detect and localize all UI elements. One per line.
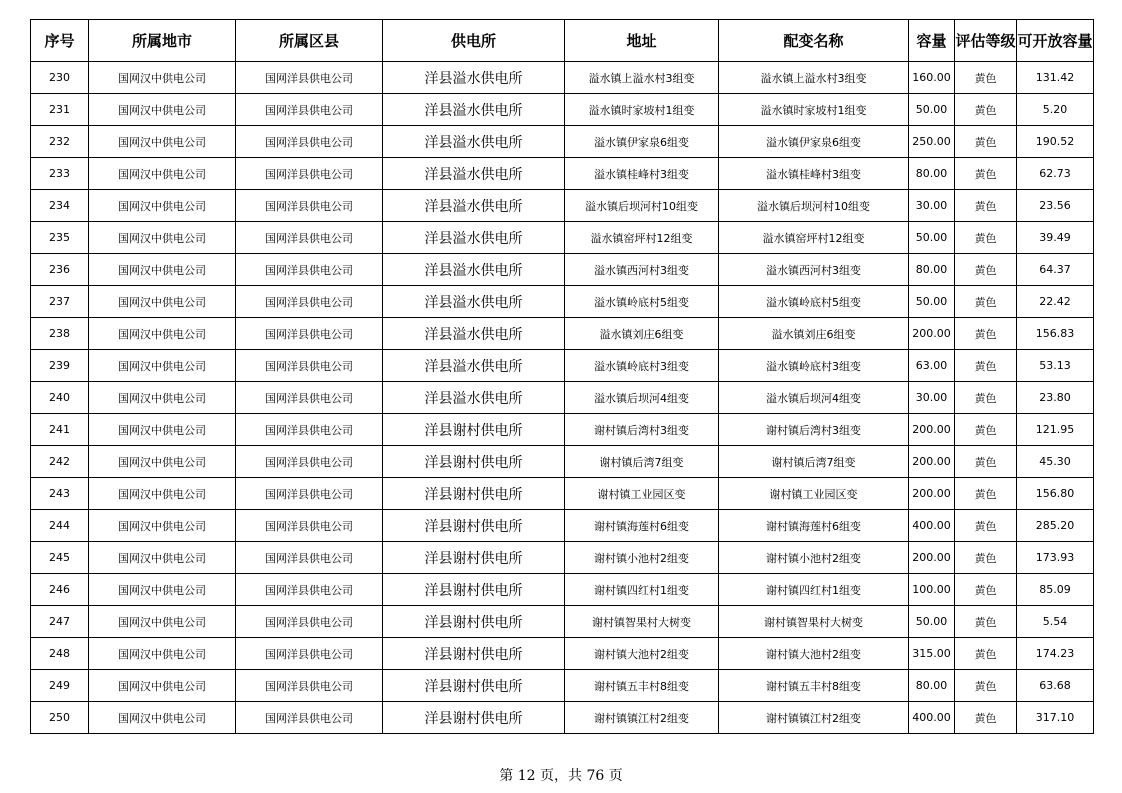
- cell-evaluation-level: 黄色: [955, 446, 1017, 478]
- cell-address: 谢村镇后湾村3组变: [565, 414, 719, 446]
- cell-supply-station: 洋县谢村供电所: [383, 638, 565, 670]
- cell-capacity: 50.00: [909, 606, 955, 638]
- cell-city: 国网汉中供电公司: [89, 94, 236, 126]
- cell-serial-number: 241: [31, 414, 89, 446]
- cell-county: 国网洋县供电公司: [236, 62, 383, 94]
- cell-serial-number: 246: [31, 574, 89, 606]
- cell-available-capacity: 45.30: [1017, 446, 1094, 478]
- cell-capacity: 50.00: [909, 286, 955, 318]
- cell-transformer-name: 溢水镇后坝河村10组变: [719, 190, 909, 222]
- cell-transformer-name: 谢村镇工业园区变: [719, 478, 909, 510]
- cell-supply-station: 洋县谢村供电所: [383, 702, 565, 734]
- cell-address: 谢村镇五丰村8组变: [565, 670, 719, 702]
- cell-capacity: 80.00: [909, 158, 955, 190]
- cell-serial-number: 236: [31, 254, 89, 286]
- cell-city: 国网汉中供电公司: [89, 446, 236, 478]
- cell-capacity: 50.00: [909, 222, 955, 254]
- cell-transformer-name: 溢水镇上溢水村3组变: [719, 62, 909, 94]
- cell-address: 溢水镇后坝河4组变: [565, 382, 719, 414]
- cell-transformer-name: 谢村镇五丰村8组变: [719, 670, 909, 702]
- cell-serial-number: 231: [31, 94, 89, 126]
- cell-supply-station: 洋县谢村供电所: [383, 446, 565, 478]
- table-row: [31, 510, 1094, 542]
- cell-county: 国网洋县供电公司: [236, 606, 383, 638]
- cell-supply-station: 洋县溢水供电所: [383, 318, 565, 350]
- cell-available-capacity: 5.20: [1017, 94, 1094, 126]
- cell-supply-station: 洋县溢水供电所: [383, 254, 565, 286]
- cell-available-capacity: 22.42: [1017, 286, 1094, 318]
- table-row: [31, 158, 1094, 190]
- cell-address: 溢水镇上溢水村3组变: [565, 62, 719, 94]
- cell-county: 国网洋县供电公司: [236, 254, 383, 286]
- table-row: [31, 606, 1094, 638]
- cell-city: 国网汉中供电公司: [89, 190, 236, 222]
- cell-available-capacity: 174.23: [1017, 638, 1094, 670]
- cell-city: 国网汉中供电公司: [89, 478, 236, 510]
- column-header-available-capacity: 可开放容量: [1017, 20, 1094, 62]
- cell-serial-number: 232: [31, 126, 89, 158]
- table-row: [31, 62, 1094, 94]
- cell-evaluation-level: 黄色: [955, 574, 1017, 606]
- cell-evaluation-level: 黄色: [955, 318, 1017, 350]
- cell-county: 国网洋县供电公司: [236, 190, 383, 222]
- cell-capacity: 160.00: [909, 62, 955, 94]
- table-row: [31, 286, 1094, 318]
- column-header-evaluation-level: 评估等级: [955, 20, 1017, 62]
- capacity-table: [30, 19, 1094, 734]
- cell-evaluation-level: 黄色: [955, 158, 1017, 190]
- cell-supply-station: 洋县溢水供电所: [383, 190, 565, 222]
- cell-capacity: 200.00: [909, 478, 955, 510]
- cell-supply-station: 洋县谢村供电所: [383, 542, 565, 574]
- cell-city: 国网汉中供电公司: [89, 414, 236, 446]
- cell-transformer-name: 谢村镇智果村大树变: [719, 606, 909, 638]
- cell-serial-number: 234: [31, 190, 89, 222]
- cell-serial-number: 230: [31, 62, 89, 94]
- cell-county: 国网洋县供电公司: [236, 414, 383, 446]
- cell-available-capacity: 121.95: [1017, 414, 1094, 446]
- cell-capacity: 200.00: [909, 414, 955, 446]
- cell-available-capacity: 53.13: [1017, 350, 1094, 382]
- cell-evaluation-level: 黄色: [955, 542, 1017, 574]
- cell-evaluation-level: 黄色: [955, 62, 1017, 94]
- cell-available-capacity: 23.56: [1017, 190, 1094, 222]
- cell-available-capacity: 190.52: [1017, 126, 1094, 158]
- cell-county: 国网洋县供电公司: [236, 318, 383, 350]
- cell-supply-station: 洋县溢水供电所: [383, 126, 565, 158]
- cell-evaluation-level: 黄色: [955, 382, 1017, 414]
- cell-city: 国网汉中供电公司: [89, 254, 236, 286]
- cell-city: 国网汉中供电公司: [89, 286, 236, 318]
- cell-available-capacity: 173.93: [1017, 542, 1094, 574]
- cell-serial-number: 242: [31, 446, 89, 478]
- cell-capacity: 80.00: [909, 254, 955, 286]
- cell-available-capacity: 64.37: [1017, 254, 1094, 286]
- table-row: [31, 94, 1094, 126]
- cell-capacity: 200.00: [909, 446, 955, 478]
- table-row: [31, 254, 1094, 286]
- table-row: [31, 542, 1094, 574]
- cell-county: 国网洋县供电公司: [236, 510, 383, 542]
- cell-transformer-name: 溢水镇窑坪村12组变: [719, 222, 909, 254]
- cell-address: 溢水镇后坝河村10组变: [565, 190, 719, 222]
- cell-address: 谢村镇小池村2组变: [565, 542, 719, 574]
- table-row: [31, 478, 1094, 510]
- cell-city: 国网汉中供电公司: [89, 510, 236, 542]
- cell-address: 溢水镇窑坪村12组变: [565, 222, 719, 254]
- cell-capacity: 30.00: [909, 382, 955, 414]
- cell-city: 国网汉中供电公司: [89, 702, 236, 734]
- cell-supply-station: 洋县溢水供电所: [383, 222, 565, 254]
- cell-transformer-name: 溢水镇岭底村5组变: [719, 286, 909, 318]
- cell-city: 国网汉中供电公司: [89, 670, 236, 702]
- cell-county: 国网洋县供电公司: [236, 350, 383, 382]
- column-header-capacity: 容量: [909, 20, 955, 62]
- cell-serial-number: 239: [31, 350, 89, 382]
- table-row: [31, 446, 1094, 478]
- cell-county: 国网洋县供电公司: [236, 638, 383, 670]
- cell-address: 溢水镇伊家泉6组变: [565, 126, 719, 158]
- cell-supply-station: 洋县谢村供电所: [383, 606, 565, 638]
- cell-county: 国网洋县供电公司: [236, 94, 383, 126]
- cell-county: 国网洋县供电公司: [236, 478, 383, 510]
- cell-transformer-name: 溢水镇桂峰村3组变: [719, 158, 909, 190]
- cell-capacity: 30.00: [909, 190, 955, 222]
- cell-evaluation-level: 黄色: [955, 638, 1017, 670]
- cell-address: 溢水镇桂峰村3组变: [565, 158, 719, 190]
- column-header-serial-number: 序号: [31, 20, 89, 62]
- cell-transformer-name: 溢水镇西河村3组变: [719, 254, 909, 286]
- cell-capacity: 200.00: [909, 318, 955, 350]
- cell-city: 国网汉中供电公司: [89, 62, 236, 94]
- cell-transformer-name: 谢村镇镇江村2组变: [719, 702, 909, 734]
- cell-address: 溢水镇时家坡村1组变: [565, 94, 719, 126]
- cell-evaluation-level: 黄色: [955, 222, 1017, 254]
- cell-capacity: 315.00: [909, 638, 955, 670]
- cell-city: 国网汉中供电公司: [89, 126, 236, 158]
- cell-available-capacity: 156.83: [1017, 318, 1094, 350]
- cell-city: 国网汉中供电公司: [89, 574, 236, 606]
- cell-evaluation-level: 黄色: [955, 254, 1017, 286]
- cell-serial-number: 244: [31, 510, 89, 542]
- cell-county: 国网洋县供电公司: [236, 702, 383, 734]
- cell-available-capacity: 39.49: [1017, 222, 1094, 254]
- cell-available-capacity: 317.10: [1017, 702, 1094, 734]
- column-header-transformer-name: 配变名称: [719, 20, 909, 62]
- cell-address: 溢水镇刘庄6组变: [565, 318, 719, 350]
- column-header-city: 所属地市: [89, 20, 236, 62]
- cell-county: 国网洋县供电公司: [236, 670, 383, 702]
- cell-transformer-name: 谢村镇四红村1组变: [719, 574, 909, 606]
- cell-evaluation-level: 黄色: [955, 510, 1017, 542]
- cell-serial-number: 245: [31, 542, 89, 574]
- cell-supply-station: 洋县谢村供电所: [383, 670, 565, 702]
- column-header-county: 所属区县: [236, 20, 383, 62]
- cell-available-capacity: 156.80: [1017, 478, 1094, 510]
- cell-address: 溢水镇岭底村3组变: [565, 350, 719, 382]
- cell-county: 国网洋县供电公司: [236, 222, 383, 254]
- cell-address: 谢村镇大池村2组变: [565, 638, 719, 670]
- cell-county: 国网洋县供电公司: [236, 382, 383, 414]
- cell-available-capacity: 131.42: [1017, 62, 1094, 94]
- cell-evaluation-level: 黄色: [955, 478, 1017, 510]
- cell-transformer-name: 溢水镇时家坡村1组变: [719, 94, 909, 126]
- cell-county: 国网洋县供电公司: [236, 158, 383, 190]
- cell-address: 谢村镇镇江村2组变: [565, 702, 719, 734]
- cell-supply-station: 洋县溢水供电所: [383, 94, 565, 126]
- cell-supply-station: 洋县溢水供电所: [383, 286, 565, 318]
- cell-address: 谢村镇智果村大树变: [565, 606, 719, 638]
- cell-transformer-name: 谢村镇海莲村6组变: [719, 510, 909, 542]
- table-row: [31, 670, 1094, 702]
- cell-transformer-name: 谢村镇后湾村3组变: [719, 414, 909, 446]
- cell-address: 谢村镇后湾7组变: [565, 446, 719, 478]
- cell-capacity: 80.00: [909, 670, 955, 702]
- cell-available-capacity: 23.80: [1017, 382, 1094, 414]
- column-header-address: 地址: [565, 20, 719, 62]
- cell-available-capacity: 63.68: [1017, 670, 1094, 702]
- cell-serial-number: 235: [31, 222, 89, 254]
- table-row: [31, 702, 1094, 734]
- cell-capacity: 100.00: [909, 574, 955, 606]
- cell-serial-number: 249: [31, 670, 89, 702]
- cell-address: 溢水镇岭底村5组变: [565, 286, 719, 318]
- cell-evaluation-level: 黄色: [955, 702, 1017, 734]
- cell-city: 国网汉中供电公司: [89, 542, 236, 574]
- cell-supply-station: 洋县谢村供电所: [383, 414, 565, 446]
- cell-city: 国网汉中供电公司: [89, 318, 236, 350]
- cell-serial-number: 237: [31, 286, 89, 318]
- cell-transformer-name: 谢村镇后湾7组变: [719, 446, 909, 478]
- table-row: [31, 222, 1094, 254]
- cell-supply-station: 洋县溢水供电所: [383, 158, 565, 190]
- cell-transformer-name: 溢水镇后坝河4组变: [719, 382, 909, 414]
- cell-evaluation-level: 黄色: [955, 94, 1017, 126]
- cell-capacity: 63.00: [909, 350, 955, 382]
- table-row: [31, 638, 1094, 670]
- table-row: [31, 318, 1094, 350]
- cell-evaluation-level: 黄色: [955, 414, 1017, 446]
- cell-serial-number: 233: [31, 158, 89, 190]
- cell-address: 溢水镇西河村3组变: [565, 254, 719, 286]
- cell-evaluation-level: 黄色: [955, 350, 1017, 382]
- table-row: [31, 574, 1094, 606]
- cell-available-capacity: 62.73: [1017, 158, 1094, 190]
- table-row: [31, 190, 1094, 222]
- table-row: [31, 126, 1094, 158]
- cell-capacity: 200.00: [909, 542, 955, 574]
- table-row: [31, 350, 1094, 382]
- table-row: [31, 414, 1094, 446]
- cell-transformer-name: 谢村镇大池村2组变: [719, 638, 909, 670]
- cell-available-capacity: 85.09: [1017, 574, 1094, 606]
- cell-city: 国网汉中供电公司: [89, 350, 236, 382]
- cell-address: 谢村镇四红村1组变: [565, 574, 719, 606]
- cell-serial-number: 238: [31, 318, 89, 350]
- cell-available-capacity: 5.54: [1017, 606, 1094, 638]
- cell-city: 国网汉中供电公司: [89, 606, 236, 638]
- cell-city: 国网汉中供电公司: [89, 638, 236, 670]
- cell-capacity: 50.00: [909, 94, 955, 126]
- cell-address: 谢村镇工业园区变: [565, 478, 719, 510]
- cell-county: 国网洋县供电公司: [236, 126, 383, 158]
- cell-county: 国网洋县供电公司: [236, 446, 383, 478]
- cell-transformer-name: 溢水镇伊家泉6组变: [719, 126, 909, 158]
- cell-transformer-name: 溢水镇岭底村3组变: [719, 350, 909, 382]
- cell-address: 谢村镇海莲村6组变: [565, 510, 719, 542]
- cell-serial-number: 250: [31, 702, 89, 734]
- cell-capacity: 250.00: [909, 126, 955, 158]
- cell-county: 国网洋县供电公司: [236, 574, 383, 606]
- cell-transformer-name: 溢水镇刘庄6组变: [719, 318, 909, 350]
- cell-supply-station: 洋县溢水供电所: [383, 350, 565, 382]
- cell-capacity: 400.00: [909, 702, 955, 734]
- cell-county: 国网洋县供电公司: [236, 542, 383, 574]
- table-header-row: [31, 20, 1094, 62]
- cell-city: 国网汉中供电公司: [89, 158, 236, 190]
- column-header-supply-station: 供电所: [383, 20, 565, 62]
- cell-capacity: 400.00: [909, 510, 955, 542]
- cell-serial-number: 240: [31, 382, 89, 414]
- cell-city: 国网汉中供电公司: [89, 382, 236, 414]
- cell-available-capacity: 285.20: [1017, 510, 1094, 542]
- cell-serial-number: 243: [31, 478, 89, 510]
- cell-evaluation-level: 黄色: [955, 286, 1017, 318]
- cell-county: 国网洋县供电公司: [236, 286, 383, 318]
- cell-city: 国网汉中供电公司: [89, 222, 236, 254]
- cell-transformer-name: 谢村镇小池村2组变: [719, 542, 909, 574]
- cell-serial-number: 248: [31, 638, 89, 670]
- cell-evaluation-level: 黄色: [955, 606, 1017, 638]
- cell-evaluation-level: 黄色: [955, 670, 1017, 702]
- cell-evaluation-level: 黄色: [955, 190, 1017, 222]
- cell-supply-station: 洋县溢水供电所: [383, 382, 565, 414]
- cell-supply-station: 洋县谢村供电所: [383, 510, 565, 542]
- table-row: [31, 382, 1094, 414]
- page-number: 第 12 页，共 76 页: [499, 768, 623, 784]
- cell-evaluation-level: 黄色: [955, 126, 1017, 158]
- cell-serial-number: 247: [31, 606, 89, 638]
- cell-supply-station: 洋县谢村供电所: [383, 478, 565, 510]
- cell-supply-station: 洋县谢村供电所: [383, 574, 565, 606]
- table-body: [31, 62, 1094, 734]
- cell-supply-station: 洋县溢水供电所: [383, 62, 565, 94]
